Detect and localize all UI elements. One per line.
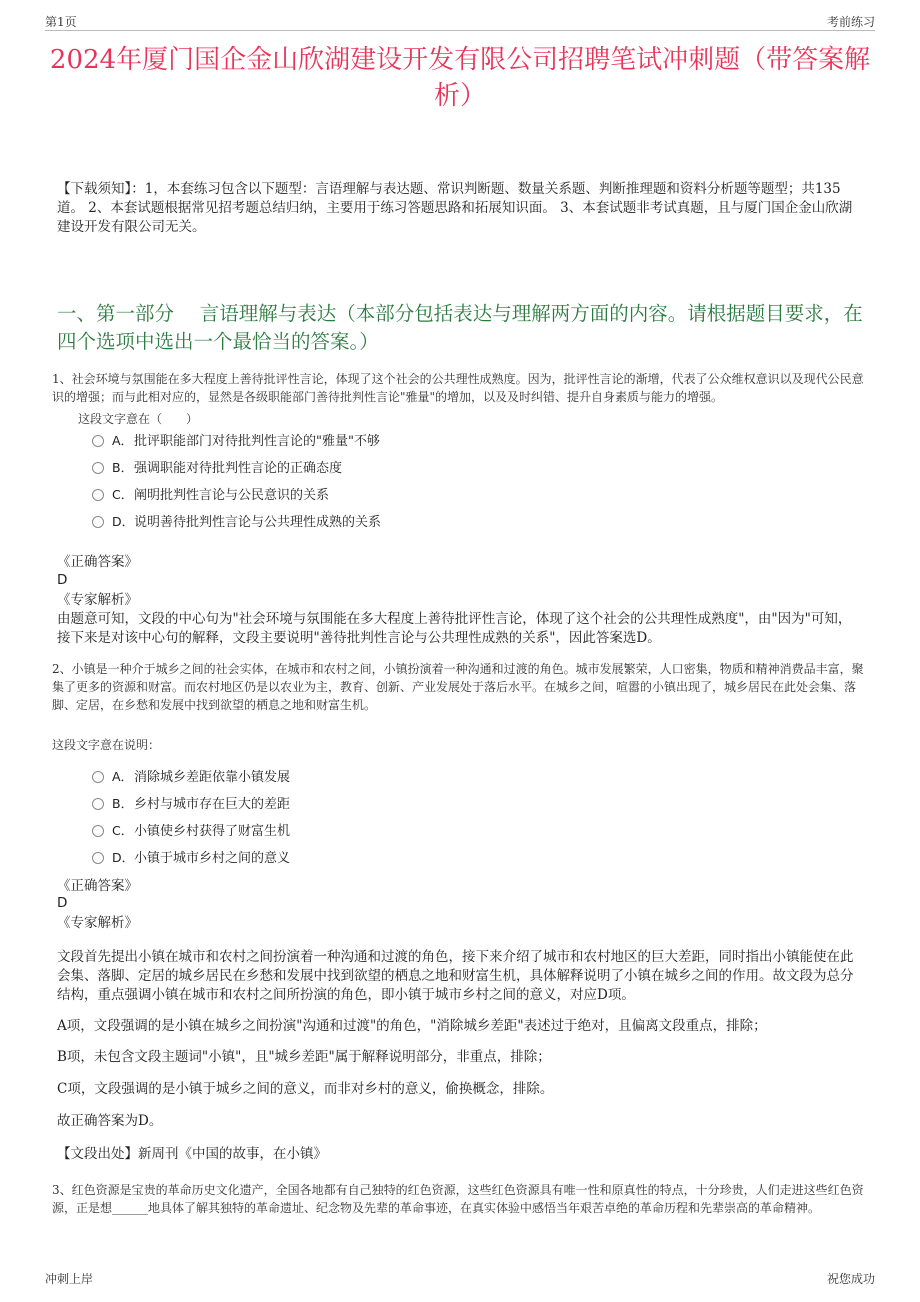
option-b[interactable]: B．乡村与城市存在巨大的差距 <box>92 790 290 817</box>
radio-icon[interactable] <box>92 825 104 837</box>
footer-right: 祝您成功 <box>826 1272 875 1286</box>
analysis-item-b: B项，未包含文段主题词"小镇"，且"城乡差距"属于解释说明部分，非重点，排除； <box>57 1049 551 1065</box>
answer-label: 《正确答案》 <box>57 554 138 570</box>
option-d[interactable]: D．小镇于城市乡村之间的意义 <box>92 844 290 871</box>
radio-icon[interactable] <box>92 798 104 810</box>
header-tag: 考前练习 <box>826 15 875 29</box>
question-3-stem: 3、红色资源是宝贵的革命历史文化遗产，全国各地都有自己独特的红色资源，这些红色资源具有唯一性和原真性的特点，十分珍贵，人们走进这些红色资源，正是想______地具体了解其独特的革命遗址、纪念物及先辈的革命事迹，在真实体验中感悟当年艰苦卓绝的革命历程和先辈崇高的革命精神。 <box>52 1183 864 1215</box>
option-a[interactable]: A．批评职能部门对待批判性言论的"雅量"不够 <box>92 427 381 454</box>
passage-source: 【文段出处】新周刊《中国的故事，在小镇》 <box>57 1146 327 1162</box>
radio-icon[interactable] <box>92 516 104 528</box>
radio-icon[interactable] <box>92 489 104 501</box>
question-2-stem: 2、小镇是一种介于城乡之间的社会实体，在城市和农村之间，小镇扮演着一种沟通和过渡的角色。城市发展繁荣，人口密集，物质和精神消费品丰富，聚集了更多的资源和财富。而农村地区仍是以农业为主，教育、创新、产业发展处于落后水平。在城乡之间，喧嚣的小镇出现了，城乡居民在此处会集、落脚、定居，在乡愁和发展中找到欲望的栖息之地和财富生机。 <box>52 662 864 712</box>
question-2-prompt: 这段文字意在说明： <box>52 738 161 752</box>
answer-label: 《正确答案》 <box>57 878 138 894</box>
radio-icon[interactable] <box>92 852 104 864</box>
download-notice: 【下载须知】：1，本套练习包含以下题型：言语理解与表达题、常识判断题、数量关系题、判断推理题和资料分析题等题型；共135道。 2、本套试题根据常见招考题总结归纳，主要用于练习答题思路和拓展知识面。 3、本套试题非考试真题，且与厦门国企金山欣湖建设开发有限公司无关。 <box>57 181 853 235</box>
analysis-text: 文段首先提出小镇在城市和农村之间扮演着一种沟通和过渡的角色，接下来介绍了城市和农村地区的巨大差距，同时指出小镇能使在此会集、落脚、定居的城乡居民在乡愁和发展中找到欲望的栖息之地和财富生机，具体解释说明了小镇在城乡之间的作用。故文段为总分结构，重点强调小镇在城市和农村之间所扮演的角色，即小镇于城市乡村之间的意义，对应D项。 <box>57 949 854 1003</box>
option-c[interactable]: C．阐明批判性言论与公民意识的关系 <box>92 481 381 508</box>
option-c[interactable]: C．小镇使乡村获得了财富生机 <box>92 817 290 844</box>
option-b[interactable]: B．强调职能对待批判性言论的正确态度 <box>92 454 381 481</box>
option-d[interactable]: D．说明善待批判性言论与公共理性成熟的关系 <box>92 508 381 535</box>
document-title: 2024年厦门国企金山欣湖建设开发有限公司招聘笔试冲刺题（带答案解析） <box>49 45 871 111</box>
question-2-options <box>92 763 290 871</box>
radio-icon[interactable] <box>92 435 104 447</box>
option-a[interactable]: A．消除城乡差距依靠小镇发展 <box>92 763 290 790</box>
question-1-prompt: 这段文字意在（ ） <box>78 412 199 426</box>
question-1-stem: 1、社会环境与氛围能在多大程度上善待批评性言论，体现了这个社会的公共理性成熟度。因为，批评性言论的渐增，代表了公众维权意识以及现代公民意识的增强；而与此相对应的，显然是各级职能部门善待批判性言论"雅量"的增加，以及及时纠错、提升自身素质与能力的增强。 <box>52 372 864 404</box>
section-heading: 一、第一部分 言语理解与表达（本部分包括表达与理解两方面的内容。请根据题目要求，在四个选项中选出一个最恰当的答案。） <box>57 302 863 353</box>
analysis-text: 由题意可知，文段的中心句为"社会环境与氛围能在多大程度上善待批评性言论，体现了这个社会的公共理性成熟度"，由"因为"可知，接下来是对该中心句的解释，文段主要说明"善待批判性言论与公共理性成熟的关系"，因此答案选D。 <box>57 611 852 646</box>
analysis-item-c: C项，文段强调的是小镇于城乡之间的意义，而非对乡村的意义，偷换概念，排除。 <box>57 1081 554 1097</box>
answer-value: D <box>57 895 68 911</box>
analysis-item-a: A项，文段强调的是小镇在城乡之间扮演"沟通和过渡"的角色，"消除城乡差距"表述过于绝对，且偏离文段重点，排除； <box>57 1018 767 1034</box>
question-1-options <box>92 427 381 535</box>
footer-left: 冲刺上岸 <box>45 1272 94 1286</box>
analysis-conclusion: 故正确答案为D。 <box>57 1113 163 1129</box>
page-header <box>45 10 875 31</box>
analysis-label: 《专家解析》 <box>57 592 138 608</box>
radio-icon[interactable] <box>92 771 104 783</box>
page-number: 第1页 <box>45 15 77 29</box>
radio-icon[interactable] <box>92 462 104 474</box>
analysis-label: 《专家解析》 <box>57 915 138 931</box>
answer-value: D <box>57 572 68 588</box>
